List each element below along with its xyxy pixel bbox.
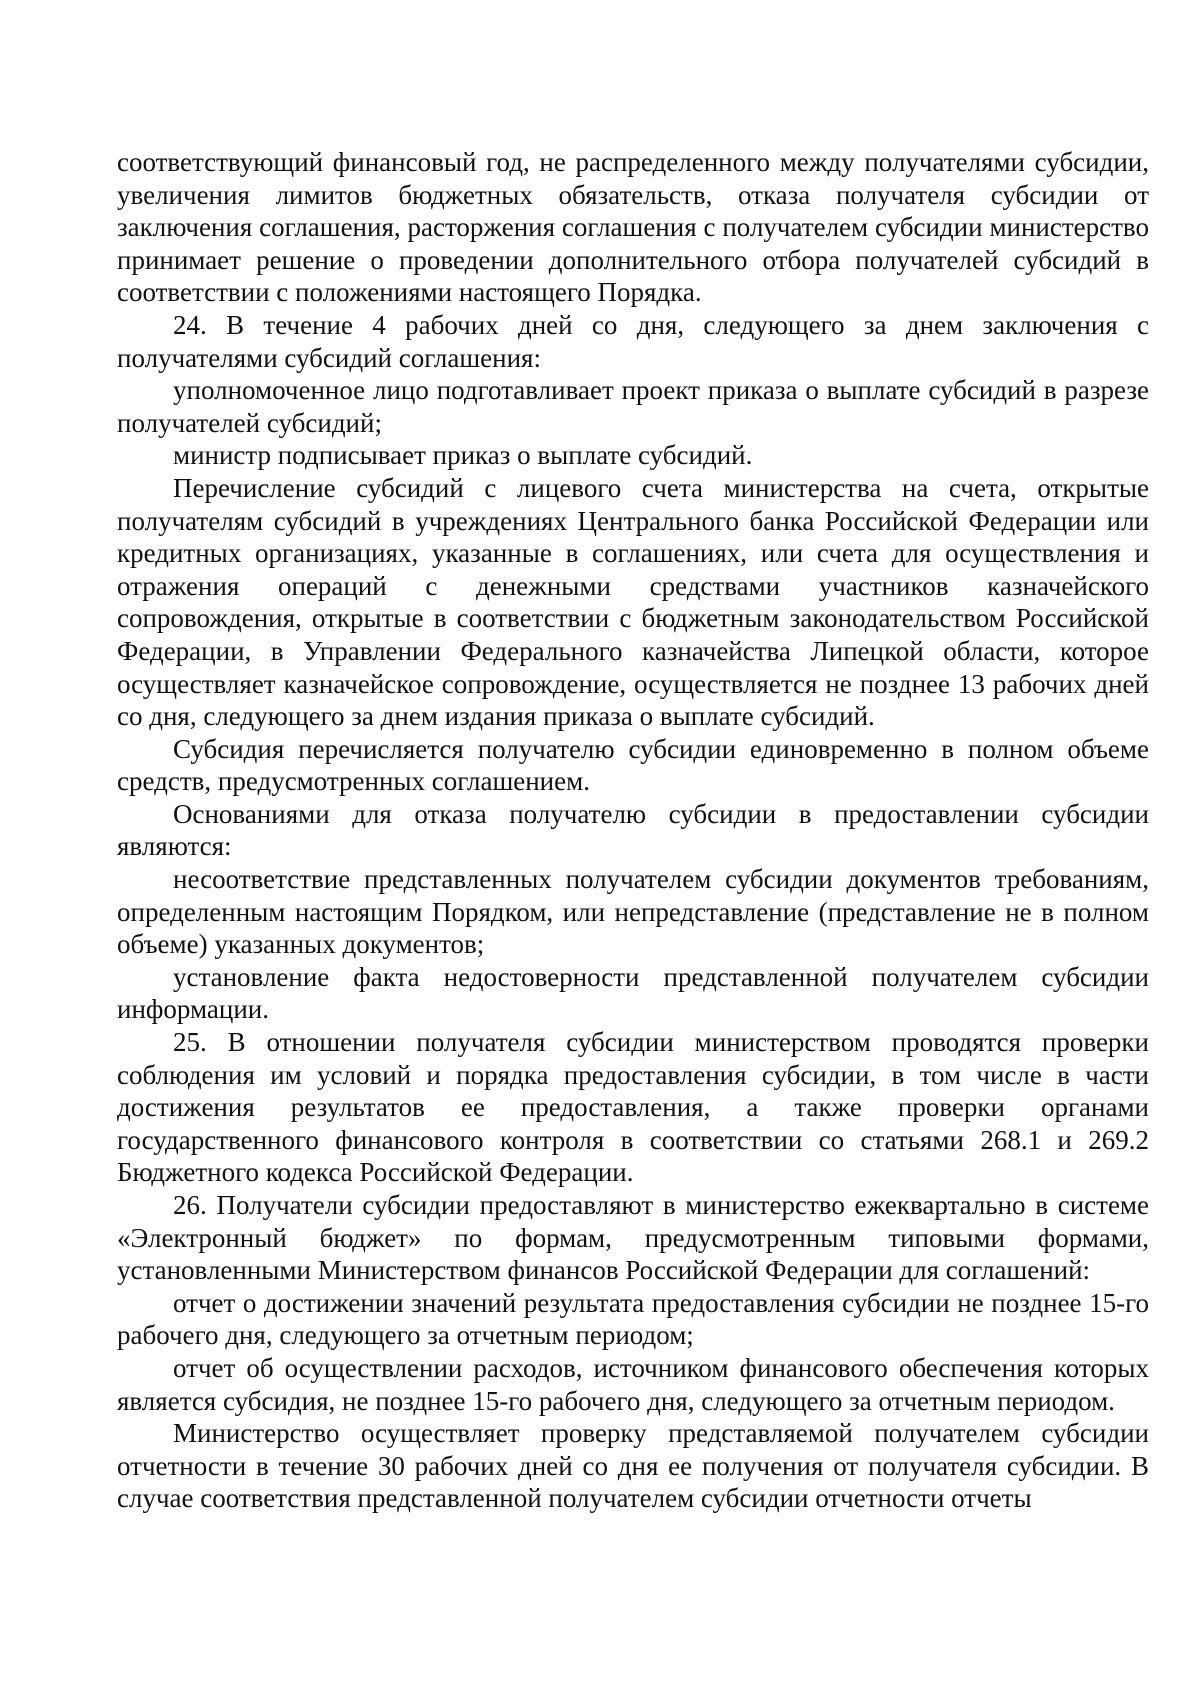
- paragraph-report-results: отчет о достижении значений результата предоставления субсидии не позднее 15-го рабочего дня, следующего за отчетным периодом;: [117, 1287, 1149, 1351]
- document-body: [117, 146, 1149, 1515]
- paragraph-single-transfer: Субсидия перечисляется получателю субсидии единовременно в полном объеме средств, предусмотренных соглашением.: [117, 733, 1149, 797]
- paragraph-minister-signs: министр подписывает приказ о выплате субсидий.: [173, 440, 753, 471]
- paragraph-refusal-unreliable-info: установление факта недостоверности представленной получателем субсидии информации.: [117, 961, 1149, 1025]
- paragraph-clause-26: 26. Получатели субсидии предоставляют в министерство ежеквартально в системе «Электронный бюджет» по формам, предусмотренным типовыми формами, установленными Министерством финансов Российской Федерации для соглашений:: [117, 1190, 1149, 1286]
- paragraph-refusal-nonconformity: несоответствие представленных получателем субсидии документов требованиям, определенным настоящим Порядком, или непредставление (представление не в полном объеме) указанных документов;: [117, 864, 1149, 960]
- paragraph-clause-24: 24. В течение 4 рабочих дней со дня, следующего за днем заключения с получателями субсидий соглашения:: [117, 309, 1149, 373]
- paragraph-clause-25: 25. В отношении получателя субсидии министерством проводятся проверки соблюдения им условий и порядка предоставления субсидии, в том числе в части достижения результатов ее предоставления, а также проверки органами государственного финансового контроля в соответствии со статьями 268.1 и 269.2 Бюджетного кодекса Российской Федерации.: [117, 1027, 1149, 1188]
- paragraph-ministry-verification: Министерство осуществляет проверку представляемой получателем субсидии отчетности в течение 30 рабочих дней со дня ее получения от получателя субсидии. В случае соответствия представленной получателем субсидии отчетности отчеты: [117, 1418, 1149, 1514]
- paragraph-report-expenses: отчет об осуществлении расходов, источником финансового обеспечения которых является субсидия, не позднее 15-го рабочего дня, следующего за отчетным периодом.: [117, 1352, 1149, 1416]
- paragraph-authorized-person: уполномоченное лицо подготавливает проект приказа о выплате субсидий в разрезе получателей субсидий;: [117, 375, 1149, 438]
- paragraph-continuation: соответствующий финансовый год, не распределенного между получателями субсидии, увеличения лимитов бюджетных обязательств, отказа получателя субсидии от заключения соглашения, расторжения соглашения с получателем субсидии министерство принимает решение о проведении дополнительного отбора получателей субсидий в соответствии с положениями настоящего Порядка.: [117, 147, 1149, 308]
- paragraph-refusal-grounds: Основаниями для отказа получателю субсидии в предоставлении субсидии являются:: [117, 798, 1149, 862]
- paragraph-transfer-of-subsidies: Перечисление субсидий с лицевого счета министерства на счета, открытые получателям субсидий в учреждениях Центрального банка Российской Федерации или кредитных организациях, указанные в соглашениях, или счета для осуществления и отражения операций с денежными средствами участников казначейского сопровождения, открытые в соответствии с бюджетным законодательством Российской Федерации, в Управлении Федерального казначейства Липецкой области, которое осуществляет казначейское сопровождение, осуществляется не позднее 13 рабочих дней со дня, следующего за днем издания приказа о выплате субсидий.: [117, 472, 1149, 732]
